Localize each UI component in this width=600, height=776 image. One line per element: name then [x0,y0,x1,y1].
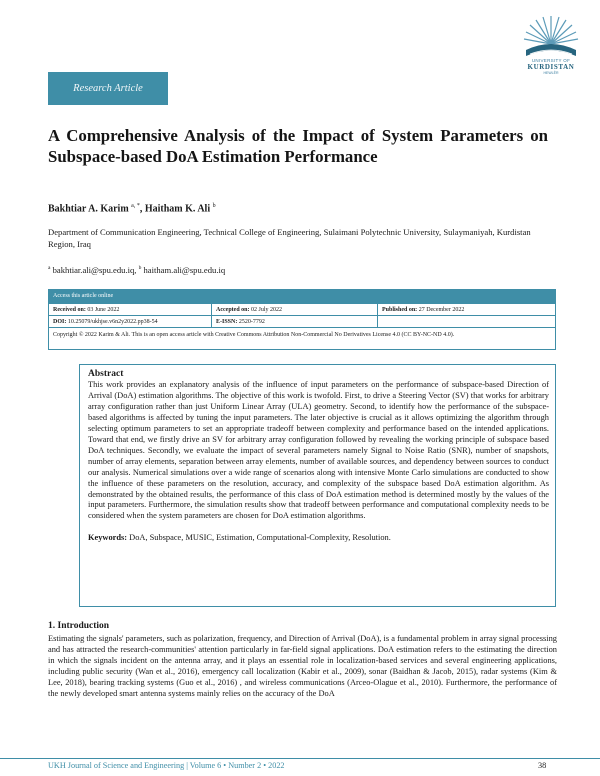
info-row-dates [49,303,555,315]
accepted-date: 02 July 2022 [251,307,283,313]
received-label: Received on: [53,307,86,313]
article-type-badge: Research Article [48,72,168,105]
abstract-heading: Abstract [88,369,124,379]
journal-footer: UKH Journal of Science and Engineering | Volume 6 • Number 2 • 2022 [48,761,285,770]
empty-cell [378,316,555,327]
author-list [48,203,216,214]
doi-cell [49,316,212,327]
author-marker: a, * [131,203,140,209]
logo-line2: KURDISTAN [527,63,575,71]
paper-title: A Comprehensive Analysis of the Impact of System Parameters on Subspace-based DoA Estimation Performance [48,126,548,166]
email-marker: a [48,265,51,272]
email-link[interactable]: haitham.ali@spu.edu.iq [143,265,226,275]
author-name: Bakhtiar A. Karim [48,203,129,215]
author-emails: $^a$ bakhtiar.ali@spu.edu.iq, $^b$ haitham.ali@spu.edu.iq [48,265,226,275]
author-name: Haitham K. Ali [144,203,211,215]
doi-link[interactable]: 10.25079/ukhjse.v6n2y2022.pp38-54 [67,319,158,325]
eissn-label: E-ISSN: [216,319,238,325]
received-cell [49,304,212,315]
keywords-label: Keywords: [88,533,128,543]
accepted-cell [212,304,378,315]
article-info-table [48,289,556,350]
abstract-box [79,364,556,607]
accepted-label: Accepted on: [216,307,250,313]
published-label: Published on: [382,307,418,313]
page-number: 38 [538,761,547,770]
section-heading: 1. Introduction [48,621,110,631]
email-marker: b [138,265,142,272]
affiliation: Department of Communication Engineering, Technical College of Engineering, Sulaimani Polytechnic University, Sulaymaniyah, Kurdistan Region, Iraq [48,227,531,249]
footer-divider [0,758,600,759]
abstract-text: This work provides an explanatory analysis of the influence of input parameters on the performance of subspace-based Direction of Arrival (DoA) estimation algorithms. The objective of this work is twofold. First, to drive a Steering Vector (SV) that works for arbitrary array configuration rather than just Uniform Linear Array (ULA) geometry. Second, to identify how the performance of the subspace-based algorithms is affected by tuning the input parameters. The later objective is crucial as it allows optimizing the algorithm through selecting optimum parameters to set an appropriate tradeoff between complexity and performance based on the intended applications. Toward that end, we firstly drive an SV for arbitrary array configuration followed by revealing the working principle of subspace based DoA techniques. Secondly, we evaluate the impact of several parameters namely Signal to Noise Ratio (SNR), number of snapshots, number of array elements, separation between array elements, number of available sources, and dependency between sources to conduct our analysis. Numerical simulations over a wide range of scenarios along with intensive Monte Carlo simulations are conducted to show the influence of these parameters on the resolution, accuracy, and complexity of the subspace based DoA estimation algorithm. As demonstrated by the obtained results, the performance of this class of DoA estimation method is determined mostly by the values of the input parameters. Furthermore, the simulation results show that tradeoff between performance and computational complexity needs to be considered when the system parameters are chosen for DoA estimation algorithms. [88,380,549,521]
info-table-header: Access this article online [49,290,555,303]
keywords-list: DoA, Subspace, MUSIC, Estimation, Computational-Complexity, Resolution. [129,533,391,543]
email-link[interactable]: bakhtiar.ali@spu.edu.iq [52,265,135,275]
info-row-ids [49,315,555,327]
eissn-cell [212,316,378,327]
eissn-value: 2520-7792 [238,319,265,325]
received-date: 03 June 2022 [87,307,120,313]
copyright-notice: Copyright © 2022 Karim & Ali. This is an open access article with Creative Commons Attribution Non-Commercial No Derivatives License 4.0 (CC BY-NC-ND 4.0). [49,327,555,349]
doi-label: DOI: [53,319,67,325]
logo-line1: UNIVERSITY OF [531,58,571,63]
author-separator: , [139,203,145,215]
logo-line3: HEWLÊR [543,71,559,75]
keywords [88,533,549,542]
logo-text [516,58,586,75]
published-date: 27 December 2022 [418,307,465,313]
author-marker: b [212,203,216,209]
section-body: Estimating the signals' parameters, such as polarization, frequency, and Direction of Arrival (DoA), is a fundamental problem in array signal processing and has attracted the research-communities' attention particularly in far-field signal applications. DoA estimation refers to the estimating the direction in which the signals incident on the antenna array, and it plays an essential role in localization-based services and several engineering applications, including public security (Wan et al., 2016), emergency call localization (Kabir et al., 2009), sonar (Baidhan & Jacob, 2015), radar systems (Kim & Lee, 2018), bearing tracking systems (Guo et al., 2016) , and wireless communications (Arceo-Olague et al., 2010). Furthermore, the performance of the newly developed smart antenna systems mainly relies on the accuracy of the DoA [48,634,557,698]
published-cell [378,304,555,315]
